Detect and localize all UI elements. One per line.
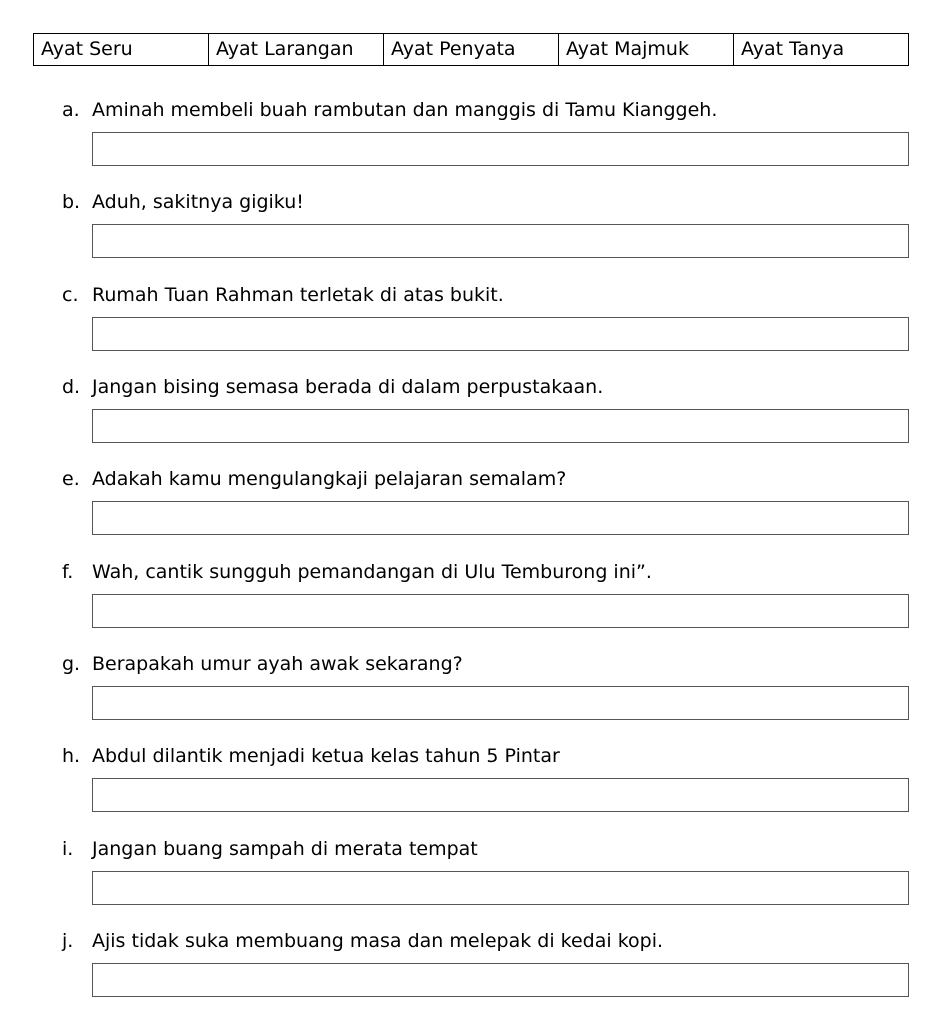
answer-input-e[interactable]: [92, 501, 909, 535]
question-b: [62, 190, 922, 214]
word-bank-option: Ayat Majmuk: [559, 34, 734, 65]
word-bank-option: Ayat Seru: [34, 34, 209, 65]
question-letter: f.: [62, 561, 74, 583]
question-sentence: Jangan buang sampah di merata tempat: [92, 838, 478, 860]
question-letter: e.: [62, 468, 80, 490]
question-a: [62, 98, 922, 122]
question-text: [62, 375, 922, 399]
question-j: [62, 929, 922, 953]
question-h: [62, 744, 922, 768]
question-sentence: Ajis tidak suka membuang masa dan melepak di kedai kopi.: [92, 930, 664, 952]
question-letter: g.: [62, 653, 81, 675]
question-sentence: Abdul dilantik menjadi ketua kelas tahun 5 Pintar: [92, 745, 560, 767]
question-sentence: Jangan bising semasa berada di dalam perpustakaan.: [92, 376, 604, 398]
question-sentence: Adakah kamu mengulangkaji pelajaran semalam?: [92, 468, 567, 490]
word-bank-option: Ayat Larangan: [209, 34, 384, 65]
question-e: [62, 467, 922, 491]
question-text: [62, 837, 922, 861]
question-text: [62, 652, 922, 676]
answer-input-j[interactable]: [92, 963, 909, 997]
answer-input-d[interactable]: [92, 409, 909, 443]
answer-input-g[interactable]: [92, 686, 909, 720]
word-bank-option: Ayat Penyata: [384, 34, 559, 65]
question-letter: a.: [62, 99, 80, 121]
question-letter: b.: [62, 191, 81, 213]
question-text: [62, 283, 922, 307]
question-g: [62, 652, 922, 676]
word-bank-option: Ayat Tanya: [741, 38, 845, 60]
answer-input-c[interactable]: [92, 317, 909, 351]
question-letter: i.: [62, 838, 74, 860]
question-f: [62, 560, 922, 584]
question-d: [62, 375, 922, 399]
question-text: [62, 98, 922, 122]
question-i: [62, 837, 922, 861]
question-letter: d.: [62, 376, 81, 398]
question-c: [62, 283, 922, 307]
answer-input-f[interactable]: [92, 594, 909, 628]
question-sentence: Wah, cantik sungguh pemandangan di Ulu Temburong ini”.: [92, 561, 652, 583]
question-sentence: Aduh, sakitnya gigiku!: [92, 191, 304, 213]
answer-input-i[interactable]: [92, 871, 909, 905]
question-sentence: Rumah Tuan Rahman terletak di atas bukit.: [92, 284, 504, 306]
question-letter: c.: [62, 284, 79, 306]
question-text: [62, 467, 922, 491]
question-sentence: Aminah membeli buah rambutan dan manggis di Tamu Kianggeh.: [92, 99, 718, 121]
answer-input-h[interactable]: [92, 778, 909, 812]
question-text: [62, 190, 922, 214]
answer-input-b[interactable]: [92, 224, 909, 258]
answer-input-a[interactable]: [92, 132, 909, 166]
question-text: [62, 744, 922, 768]
question-text: [62, 929, 922, 953]
word-bank: [33, 33, 909, 66]
question-letter: j.: [62, 930, 74, 952]
question-sentence: Berapakah umur ayah awak sekarang?: [92, 653, 463, 675]
question-letter: h.: [62, 745, 81, 767]
question-text: [62, 560, 922, 584]
